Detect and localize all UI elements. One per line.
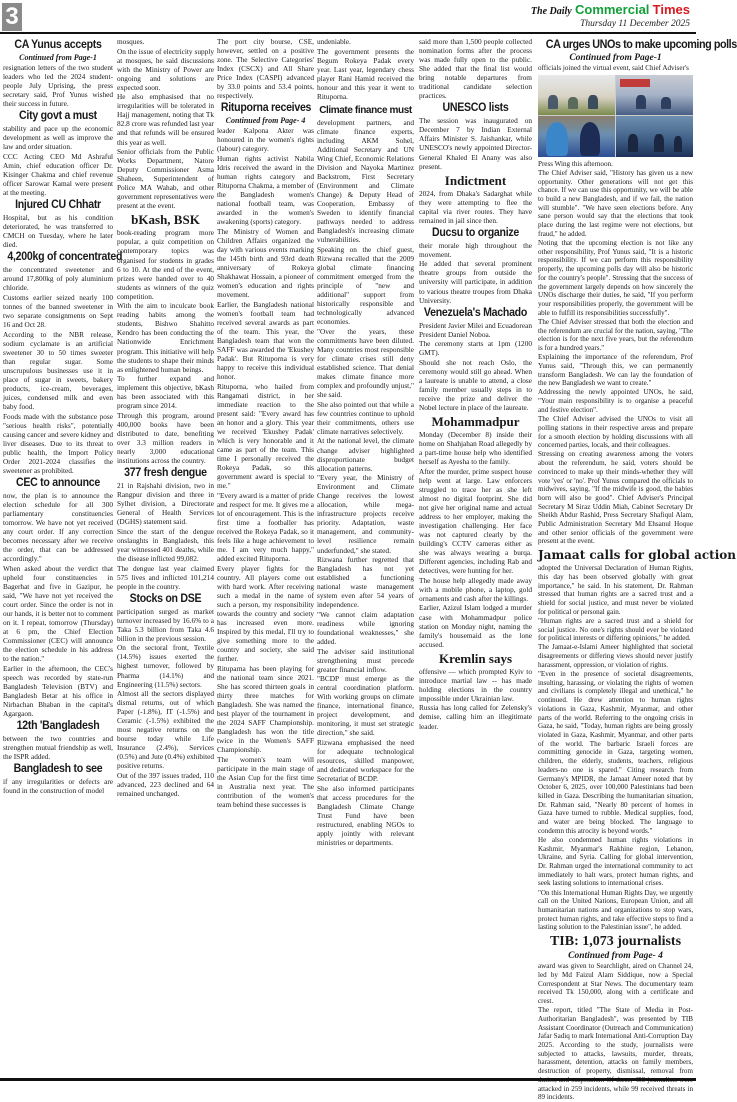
paragraph: The session was inaugurated on December 7 by Indian External Affairs Minister S. Jaishankar, while UNESCO's newly appointed Director-General Khaled El Anany was also present. [419, 116, 532, 171]
paragraph: The Chief Adviser said, "History has given us a new opportunity. Other generations will not get this chance. If we can use this opportunity, we will be able to build a new Bangladesh, and if we fail, the nation will stumble". "We have seen elections before. Any sane person would say that the elections that took place during the last regime were not elections, but fraud," he added. [538, 168, 693, 238]
continued-note: Continued from Page- 4 [225, 116, 306, 126]
headline: CA Yunus accepts [14, 39, 102, 51]
article-mohammadpur [419, 414, 532, 649]
paragraph: Rizwana emphasised the need for adequate technological resources, skilled manpower, and dedicated workspace for the Secretariat of BCDP. [317, 738, 414, 784]
headline: Injured CU Chhatr [15, 199, 101, 212]
article-body [3, 124, 113, 197]
article-body [419, 116, 532, 170]
paragraph: On the issue of electricity supply at mosques, he said discussions with the Ministry of Power are ongoing and solutions are expected soon. [117, 46, 214, 92]
article-body [419, 667, 532, 731]
article-body [217, 126, 314, 809]
paragraph: He also condemned human rights violations in Kashmir, Myanmar's Rakhine region, Lebanon, Ukraine, and Syria. Calling for global intervention, Dr. Rahman urged the international community to act immediately to halt wars, protect human rights, and seek lasting solutions to international crises. [538, 835, 693, 888]
paragraph: undeniable. [317, 37, 351, 46]
paragraph: Press Wing this afternoon. [538, 159, 613, 168]
paragraph: award was given to Searchlight, aired on Channel 24, led by Md Faizul Alam Siddique, now a Special Correspondent at Star News. The documentary team received Tk 150,000, along with a certificate and crest. [538, 962, 693, 1005]
paragraph: mosques. [117, 37, 145, 46]
article-bangladesh-to-see [3, 763, 113, 795]
article-tib [538, 934, 693, 1102]
headline: CA urges UNOs to make upcoming polls [545, 37, 737, 51]
headline: TIB: 1,073 journalists [549, 934, 682, 950]
article-unesco [419, 102, 532, 170]
headline: Rituporna receives [220, 102, 312, 115]
column-3 [217, 37, 314, 1075]
paragraph: CCC Acting CEO Md Ashraful Amin, chief education officer Dr. Kisinger Chakma and chief revenue officer Sarowar Kamal were present at the meeting. [3, 151, 113, 198]
headline: Ducsu to organize [431, 226, 519, 239]
article-body [117, 228, 214, 465]
column-right [538, 37, 737, 1102]
article-body [117, 481, 214, 591]
paragraph: "Over the years, these commitments have been diluted. Many countries most responsible for climate crises still deny established science. That denial makes climate finance more complex and profoundly unjust," she said. [317, 326, 414, 400]
article-body [419, 189, 532, 225]
article-rituporna [217, 102, 314, 809]
paragraph: Rituparna has been playing for the national team since 2021. She has scored thirteen goals in thirty three matches for Bangladesh. She was named the best player of the tournament in the 2024 SAFF Championship. Bangladesh has won the title twice in the Women's SAFF Championship. [217, 663, 314, 755]
masthead [531, 2, 690, 29]
paragraph: participation surged as market turnover increased by 16.6% to a Taka 5.3 billion from Taka 4.6 billion in the previous session. [117, 606, 214, 643]
header-rule [0, 32, 696, 34]
article-12th-bangladesh [3, 720, 113, 761]
article-body [419, 241, 532, 305]
paragraph: The house help allegedly made away with a mobile phone, a laptop, gold ornaments and cash after the killings. [419, 575, 532, 603]
paragraph: stability and pace up the economic development as well as improve the law and order situation. [3, 124, 113, 152]
paragraph: now, the plan is to announce the election schedule for all 300 parliamentary constituencies tomorrow. We have not yet received any court order. If any correction becomes necessary after we receive the order, that can be addressed accordingly." [3, 490, 113, 564]
paragraph: The Chief Adviser advised the UNOs to visit all polling stations in their respective areas and prepare for a smooth election by holding discussions with all concerned parties, locals, and their colleagues. [538, 415, 693, 450]
paragraph: said more than 1,500 people collected nomination forms after the process was made fully open to the public. She added that the final list would bring notable departures from traditional candidate selection practices. [419, 37, 532, 101]
article-cec [3, 477, 113, 718]
paragraph: development partners, and climate finance experts, including AKM Sohel, Additional Secretary and UN Wing Chief, Economic Relations Division and Nayoka Martinez Backstrom, First Secretary (Environment and Climate Change) & Deputy Head of Cooperation, Embassy of Sweden to identify financial pathways needed to address Bangladesh's increasing climate vulnerabilities. [317, 117, 414, 245]
paragraph: resignation letters of the two student leaders who led the 2024 student-people July Uprising, the press secretary said, Prof Yunus wished their success in future. [3, 63, 113, 109]
headline: 377 fresh dengue [124, 467, 207, 480]
photo-panel-officials-table [616, 75, 693, 116]
headline: Jamaat calls for global action [538, 548, 736, 563]
paragraph: Speaking on the chief guest, Rizwana recalled that the 2009 global climate financing commitment emerged from the principle of "new and additional" support from historically responsible and technologically advanced economies. [317, 244, 414, 327]
paragraph: Addressing the newly appointed UNOs, he said, "Your main responsibility is to organise a peaceful and festive election". [538, 388, 693, 414]
continued-note: Continued from Page-1 [569, 53, 662, 63]
article-body [3, 213, 113, 249]
masthead-title [531, 2, 690, 18]
paragraph: The women's team will participate in the main stage of the Asian Cup for the first time in Australia next year. The contribution of the women's team behind these successes is [217, 754, 314, 809]
column-1 [3, 37, 123, 1075]
paragraph: their morale high throughout the movement. [419, 240, 532, 259]
paragraph: "Human rights are a sacred trust and a shield for social justice. No one's rights should ever be violated for political interests or differing opinions," he added. [538, 616, 693, 643]
paragraph: Senior officials from the Public Works Department, Natore Deputy Commissioner Asma Shaheen, Superintendent of Police MA Wahab, and other government representatives were present at the event. [117, 147, 214, 211]
paragraph: Customs earlier seized nearly 100 tonnes of the banned sweetener in two separate consignments on Sept 16 and Oct 28. [3, 292, 113, 330]
headline: bKash, BSK [131, 212, 200, 228]
paragraph: He also emphasised that no irregularities will be tolerated in Hajj management, noting that Tk 82.8 crore was refunded last year and that refunds will be ensured this year as well. [117, 92, 214, 147]
paragraph: Noting that the upcoming election is not like any other responsibility, Prof Yunus said, "It is a historic responsibility. If we can perform this responsibility properly, the upcoming polls day will also be historic for the country's people". Stressing that the success of the government largely depends on how sincerely the UNOs discharge their duties, he said, "If you perform your responsibilities properly, the government will be able to fulfill its responsibilities successfully". [538, 239, 693, 317]
paragraph: "Every year, the Ministry of Environment and Climate Change receives the lowest allocation, while mega-infrastructure projects receive priority. Adaptation, waste management, and community-level resilience remain underfunded," she stated. [317, 473, 414, 555]
article-body [538, 160, 693, 546]
article-body [117, 37, 214, 210]
article-kremlin [419, 651, 532, 731]
paragraph: Russia has long called for Zelensky's demise, calling him an illegitimate leader. [419, 703, 532, 731]
article-ca-yunus [3, 39, 113, 108]
paragraph: if any irregularities or defects are found in the construction of model [3, 777, 113, 796]
article-body [419, 430, 532, 649]
article-cse-continued [217, 37, 314, 100]
paragraph: Foods made with the substance pose "serious health risks", potentially causing cancer and severe kidney and liver diseases. Due to its threat to public health, the Import Policy Order 2021-2024 classifies the sweetener as prohibited. [3, 411, 114, 475]
paragraph: "Even in the presence of societal disagreements, insulting, harassing, or violating the rights of women and civilians is completely illegal and unethical," he continued. He drew attention to human rights violations in Gaza, Kashmir, Myanmar, and other parts of the world. Referring to the ongoing crisis in Gaza, he said, "Today, human rights are being grossly violated in Gaza, Kashmir, Myanmar, and other parts of the world. The barbaric Israeli forces are committing genocide in Gaza, targeting women, children, the elderly, students, teachers, religious leaders-no one is spared." Citing research from Germany's MPIDR, the Jamaat Ameer noted that by October 6, 2025, over 100,000 Palestinians had been killed in Gaza. Describing the humanitarian situation, Dr. Rahman said, "Nearly 80 percent of homes in Gaza have turned to rubble. Medical supplies, food, and water are being blocked. The language to condemn this atrocity is beyond words." [538, 670, 693, 835]
article-machado [419, 307, 532, 412]
issue-date: Thursday 11 December 2025 [580, 19, 690, 29]
paragraph: President Javier Milei and Ecuadorean President Daniel Noboa. [419, 320, 532, 339]
article-body [419, 37, 532, 100]
paragraph: Every player fights for the country. All players come out with hard work. After receiving such a medal in the name of such a person, my responsibility towards the country and society has increased even more. Inspired by this medal, I'll try to give something more to the country and society, she said further. [217, 563, 314, 664]
article-city-govt [3, 110, 113, 197]
paragraph: Through this program, around 400,000 books have been distributed to date, benefiting over 3.3 million readers in nearly 3,000 educational institutions across the country. [117, 410, 214, 466]
paragraph: "BCDP must emerge as the central coordination platform. With working groups on climate finance, international finance, project development, and monitoring, it must set strategic direction," she said. [317, 674, 414, 738]
paragraph: The port city bourse, CSE, however, settled on a positive zone. The Selective Categories' Index (CSCX) and All Share Price Index (CASPI) advanced by 33.0 points and 53.4 points, respectively. [217, 37, 314, 101]
paragraph: Almost all the sectors displayed dismal returns, out of which Paper (-1.8%), IT (-1.5%) and Ceramic (-1.5%) exhibited the most negative returns on the bourse today while Life Insurance (2.4%), Services (0.5%) and Jute (0.4%) exhibited positive returns. [117, 689, 214, 771]
paragraph: According to the NBR release, sodium cyclamate is an artificial sweetener 30 to 50 times sweeter than regular sugar. Some unscrupulous businesses use it in place of sugar in sweets, bakery products, ice-cream, beverages, juices, condensed milk and even baby food. [3, 329, 113, 411]
paragraph: officials joined the virtual event, said Chief Adviser's [538, 64, 689, 72]
paragraph: Rizwana further regretted that Bangladesh has not yet established a functioning national waste management system even after 54 years of independence. [317, 555, 414, 610]
paragraph: Since the start of the dengue onslaughts in Bangladesh, this year witnessed 401 deaths, while the disease inflicted 99,082. [117, 526, 214, 563]
paragraph: leader Kalpona Akter was honoured in the women's rights (labour) category. [217, 126, 314, 154]
masthead-the-daily: The Daily [530, 6, 572, 17]
paragraph: "We cannot claim adaptation readiness while ignoring foundational weaknesses," she added. [317, 609, 414, 646]
paragraph: Earlier, the Bangladesh national women's football team had received several awards as part of the team. This year, the Bangladesh team that won the SAFF was awarded the 'Ekushey Padak'. But Rituporna is very happy to receive this individual honor. [217, 299, 314, 382]
paragraph: Explaining the importance of the referendum, Prof Yunus said, "Through this, we can permanently transform Bangladesh. We can lay the foundation of the new Bangladesh we want to create." [538, 353, 693, 388]
masthead-times: Times [652, 2, 690, 17]
article-dengue [117, 467, 214, 591]
paragraph: The Ministry of Women and Children Affairs organized the day with various events marking the 145th birth and 93rd death anniversary of Rokeya Shakhawat Hossain, a pioneer of women's education and rights movement. [217, 226, 314, 300]
paragraph: After the murder, prime suspect house help went at large. Law enforcers struggled to trace her as she left almost no digital footprint. She did not give her original name and actual address to her employer, making the investigation challenging. Her face was not captured clearly by the building's CCTV cameras either as she was always wearing a burqa. Different agencies, including Rab and detectives, were hunting for her. [419, 466, 532, 576]
article-nomination-continued [419, 37, 532, 100]
article-stocks [117, 593, 214, 798]
paragraph: Out of the 397 issues traded, 110 advanced, 223 declined and 64 remained unchanged. [117, 771, 214, 799]
paragraph: To further expand and implement this objective, bKash has been associated with this program since 2014. [117, 374, 214, 411]
article-body [3, 777, 113, 795]
photo-panel-conference-room [538, 75, 615, 116]
article-body [3, 63, 113, 108]
headline: Indictment [444, 172, 507, 188]
paragraph: book-reading program more popular, a quiz competition on contemporary topics was organised for students in grades 6 to 10. At the end of the event, prizes were handed over to 40 students as winners of the quiz competition. [117, 228, 214, 301]
headline: UNESCO lists [442, 102, 509, 115]
paragraph: With the aim to inculcate book reading habits among the students, Bishwo Shahitto Kendro has been conducting the Nationwide Enrichment program. This initiative will help the students to shape their minds as enlightened human beings. [117, 301, 214, 374]
headline: Bangladesh to see [13, 763, 103, 776]
paragraph: Stressing on creating awareness among the voters about the referendum, he said, voters should be convinced to make up their minds-whether they will vote 'yes' or 'no'. Prof Yunus compared the officials to midwives, saying, "If the midwife is good, the babies born will also be good". Chief Adviser's Principal Secretary M Siraz Uddin Miah, Cabinet Secretary Dr Sheikh Abdur Rashid, Press Secretary Shafiqul Alam, Public Administration Secretary Md Ehsanul Hoque and other senior officials of the government were present at the event. [538, 450, 693, 546]
continued-note: Continued from Page- 4 [568, 951, 663, 962]
page-header [0, 0, 696, 34]
masthead-commercial: Commercial [574, 2, 650, 17]
article-body [3, 265, 113, 475]
headline: CEC to announce [15, 476, 101, 489]
photo-panel-woman-speaker [538, 116, 615, 157]
article-body [217, 37, 314, 100]
headline: 4,200kg of concentrated [7, 251, 123, 264]
paragraph: Human rights activist Nabila Idris received the award in the human rights category and Rituporna Chakma, a member of the Bangladesh women's national football team, was awarded in the women's awakening (sports) category. [217, 153, 314, 227]
paragraph: adopted the Universal Declaration of Human Rights, this day has been observed globally with great importance," he said. In his statement, Dr. Rahman stressed that human rights are a sacred trust and a shield for social justice, and must never be violated for political or personal gain. [538, 564, 693, 616]
paragraph: Should she not reach Oslo, the ceremony would still go ahead. When a laureate is unable to attend, a close family member usually steps in to receive the prize and deliver the Nobel lecture in place of the laureate. [419, 357, 532, 413]
paragraph: At the national level, the climate change adviser highlighted disproportionate budget allocation patterns. [317, 436, 414, 473]
paragraph: The Chief Adviser stressed that both the election and the referendum are crucial for the nation, saying, "The election is for the next five years, but the referendum is for a hundred years." [538, 317, 693, 352]
photo-panel-video-grid [616, 116, 693, 157]
article-jamaat [538, 548, 736, 932]
column-unesco-kremlin [419, 37, 532, 1075]
article-indictment [419, 173, 532, 225]
paragraph: 2024, from Dhaka's Sadarghat while they were attempting to flee the capital via river routes. They have remained in jail since then. [419, 188, 532, 225]
paragraph: The government presents the Begum Rokeya Padak every year. Last year, legendary chess player Rani Hamid received the honour and this year it went to Rituporna. [317, 46, 414, 101]
page-number-badge: 3 [2, 3, 22, 31]
paragraph: She also pointed out that while a few countries continue to uphold their commitments, others use climate narratives selectively. [317, 399, 414, 436]
paragraph: 21 in Rajshahi division, two in Rangpur division and three in Sylhet division, a Directorate General of Health Services (DGHS) statement said. [117, 481, 214, 527]
paragraph: When asked about the verdict that upheld four constituencies in Bagerhat and five in Gazipur, he said, "We have not yet received the court order. Since the order is not in our hands, it is better not to comment on it. I repeat, tomorrow (Thursday) at 6 pm, the Chief Election Commissioner (CEC) will announce the election schedule in his address to the nation." [3, 563, 113, 664]
paragraph: The report, titled "The State of Media in Post-Authoritarian Bangladesh", was presented by TIB Assistant Coordinator (Outreach and Communication) Jafar Sadiq to mark International Anti-Corruption Day 2025. According to the study, journalists were subjected to attacks, lawsuits, murder, threats, harassment, detention, attacks on family members, destruction of property, dismissal, removal from attacked in 259 incidents, while 99 received threats in 89 incidents. [538, 1006, 693, 1102]
paragraph: He added that several prominent theatre groups from outside the university will participate, in addition to various theatre troupes from Dhaka University. [419, 259, 532, 305]
paragraph: between the two countries and strengthen mutual friendship as well, the ISPR added. [3, 734, 113, 762]
news-photo [538, 75, 693, 157]
paragraph: Rituporna, who hailed from Rangamati district, in her immediate reaction to the present said: "Every award has an honor and a glory. This year we received 'Ekushey Padak' which is very honorable and it came as part of the team. This time I personally received the Rokeya Padak, so this government award is special to me." [217, 381, 314, 491]
article-body [117, 607, 214, 798]
headline: Stocks on DSE [129, 592, 202, 605]
article-bkash [117, 212, 214, 465]
headline: Kremlin says [438, 650, 513, 666]
paragraph: On the sectoral front, Textile (14.5%) issues exerted the highest turnover, followed by Pharma (14.1%) and Engineering (11.5%) sectors. [117, 643, 214, 689]
headline: Mohammadpur [431, 414, 520, 430]
headline: 12th 'Bangladesh [16, 720, 100, 733]
continued-note: Continued from Page-1 [19, 53, 97, 62]
column-2 [117, 37, 214, 1075]
footer-rule [0, 1078, 696, 1081]
paragraph: The ceremony starts at 1pm (1200 GMT). [419, 339, 532, 358]
paragraph: She also informed participants that access procedures for the Bangladesh Climate Change Trust Fund have been restructured, enabling NGOs to apply jointly with relevant ministries or departments. [317, 783, 414, 848]
paragraph: "Every award is a matter of pride and respect for me. It gives me a lot of encouragement. This is the first time a footballer has received the Rokeya Padak, so it feels like a huge achievement to me. I am very much happy," added excited Rituporna. [217, 490, 314, 564]
headline: City govt a must [19, 110, 97, 123]
headline: Climate finance must [319, 104, 412, 116]
paragraph: The dengue last year claimed 575 lives and inflicted 101,214 people in the country. [117, 563, 214, 591]
article-body [538, 564, 693, 932]
article-ca-urges-unos [538, 37, 737, 546]
paragraph: The Jamaat-e-Islami Ameer highlighted that societal disagreements or differing views should never justify harassment, oppression, or violation of rights. [538, 643, 693, 669]
headline: Venezuela's Machado [423, 306, 528, 319]
article-mosques-continued [117, 37, 214, 210]
article-body [3, 491, 113, 718]
article-body [419, 321, 532, 412]
article-body [538, 64, 693, 73]
article-ducsu [419, 227, 532, 305]
paragraph: "On this International Human Rights Day, we urgently call on the United Nations, European Union, and all humanitarian nations and organizations to stop wars, protect human rights, and take effective steps to find a lasting solution to the Palestinian issue", he added. [538, 888, 693, 932]
column-5 [318, 37, 415, 1075]
paragraph: Monday (December 8) inside their home on Shahjahan Road allegedly by a part-time house help who identified herself as Ayesha to the family. [419, 430, 532, 467]
article-sweetener [3, 251, 123, 475]
paragraph: offensive — which prompted Kyiv to introduce martial law -- has made holding elections in the country impossible under Ukrainian law. [419, 666, 532, 703]
paragraph: Earlier in the afternoon, the CEC's speech was recorded by state-run Bangladesh Television (BTV) and Bangladesh Betar at his office in Nirbachan Bhaban in the capital's Agargaon. [3, 663, 113, 718]
paragraph: The adviser said institutional strengthening must precede greater financial inflow. [317, 646, 414, 674]
paragraph: Earlier, Azizul Islam lodged a murder case with Mohammadpur police station on Monday night, naming the family's housemaid as the lone accused. [419, 603, 532, 649]
paragraph: the concentrated sweetener and around 17,800kg of poly aluminium chloride. [3, 265, 113, 293]
article-injured-cu [3, 199, 113, 249]
paragraph: Hospital, but as his condition deteriorated, he was transferred to CMCH on Tuesday, where he later died. [3, 213, 113, 250]
article-body [3, 734, 113, 761]
